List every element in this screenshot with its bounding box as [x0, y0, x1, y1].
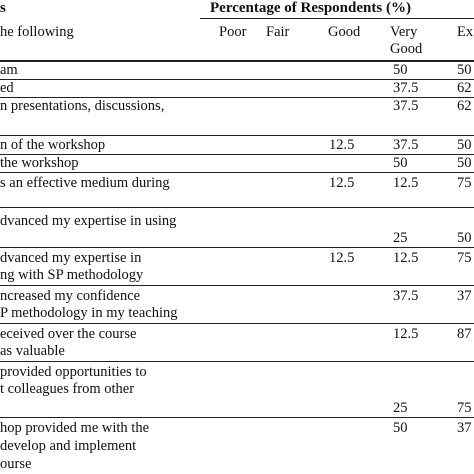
- row-label: am: [0, 62, 18, 78]
- row-excellent: 37: [457, 420, 472, 436]
- row-excellent: 75: [457, 175, 472, 191]
- row-label: eceived over the course: [0, 326, 137, 342]
- row-divider: [0, 417, 474, 418]
- row-very-good: 12.5: [393, 175, 419, 191]
- row-divider: [0, 247, 474, 248]
- header-very: Very: [390, 24, 418, 40]
- row-divider: [0, 172, 474, 173]
- row-divider: [0, 207, 474, 208]
- row-excellent: 62: [457, 80, 472, 96]
- row-label: provided opportunities to: [0, 364, 147, 380]
- row-very-good: 25: [393, 400, 408, 416]
- row-label: dvanced my expertise in using: [0, 213, 177, 229]
- row-label: s an effective medium during: [0, 175, 170, 191]
- row-good: 12.5: [329, 175, 355, 191]
- row-very-good: 50: [393, 155, 408, 171]
- row-label: hop provided me with the: [0, 420, 150, 436]
- row-very-good: 25: [393, 230, 408, 246]
- header-group-rule: [200, 18, 474, 19]
- row-divider: [0, 135, 474, 136]
- row-label-line3: ourse: [0, 456, 32, 472]
- row-excellent: 75: [457, 400, 472, 416]
- row-very-good: 37.5: [393, 80, 419, 96]
- header-very-good: Good: [390, 41, 423, 57]
- row-label: ed: [0, 80, 14, 96]
- row-excellent: 50: [457, 155, 472, 171]
- row-excellent: 50: [457, 230, 472, 246]
- row-excellent: 50: [457, 137, 472, 153]
- header-excellent: Ex: [457, 24, 474, 40]
- header-subheader-fragment: he following: [0, 24, 74, 40]
- row-very-good: 12.5: [393, 326, 419, 342]
- row-label: ncreased my confidence: [0, 288, 141, 304]
- row-label-line2: ng with SP methodology: [0, 267, 144, 283]
- row-excellent: 62: [457, 98, 472, 114]
- header-col0-fragment: s: [0, 0, 6, 16]
- row-very-good: 37.5: [393, 288, 419, 304]
- row-divider: [0, 361, 474, 362]
- row-label: n of the workshop: [0, 137, 106, 153]
- row-very-good: 37.5: [393, 98, 419, 114]
- row-very-good: 50: [393, 420, 408, 436]
- row-excellent: 75: [457, 250, 472, 266]
- row-excellent: 37: [457, 288, 472, 304]
- row-good: 12.5: [329, 137, 355, 153]
- row-very-good: 12.5: [393, 250, 419, 266]
- header-fair: Fair: [266, 24, 290, 40]
- header-good: Good: [328, 24, 361, 40]
- row-very-good: 50: [393, 62, 408, 78]
- row-divider: [0, 285, 474, 286]
- row-excellent: 87: [457, 326, 472, 342]
- row-label-line2: t colleagues from other: [0, 381, 135, 397]
- header-group-title: Percentage of Respondents (%): [210, 0, 411, 16]
- row-divider: [0, 323, 474, 324]
- row-excellent: 50: [457, 62, 472, 78]
- row-very-good: 37.5: [393, 137, 419, 153]
- row-good: 12.5: [329, 250, 355, 266]
- header-poor: Poor: [219, 24, 247, 40]
- row-label: n presentations, discussions,: [0, 98, 165, 114]
- row-label-line2: P methodology in my teaching: [0, 305, 178, 321]
- row-label-line2: develop and implement: [0, 438, 137, 454]
- row-label: the workshop: [0, 155, 79, 171]
- row-label-line2: as valuable: [0, 343, 65, 359]
- row-label: dvanced my expertise in: [0, 250, 142, 266]
